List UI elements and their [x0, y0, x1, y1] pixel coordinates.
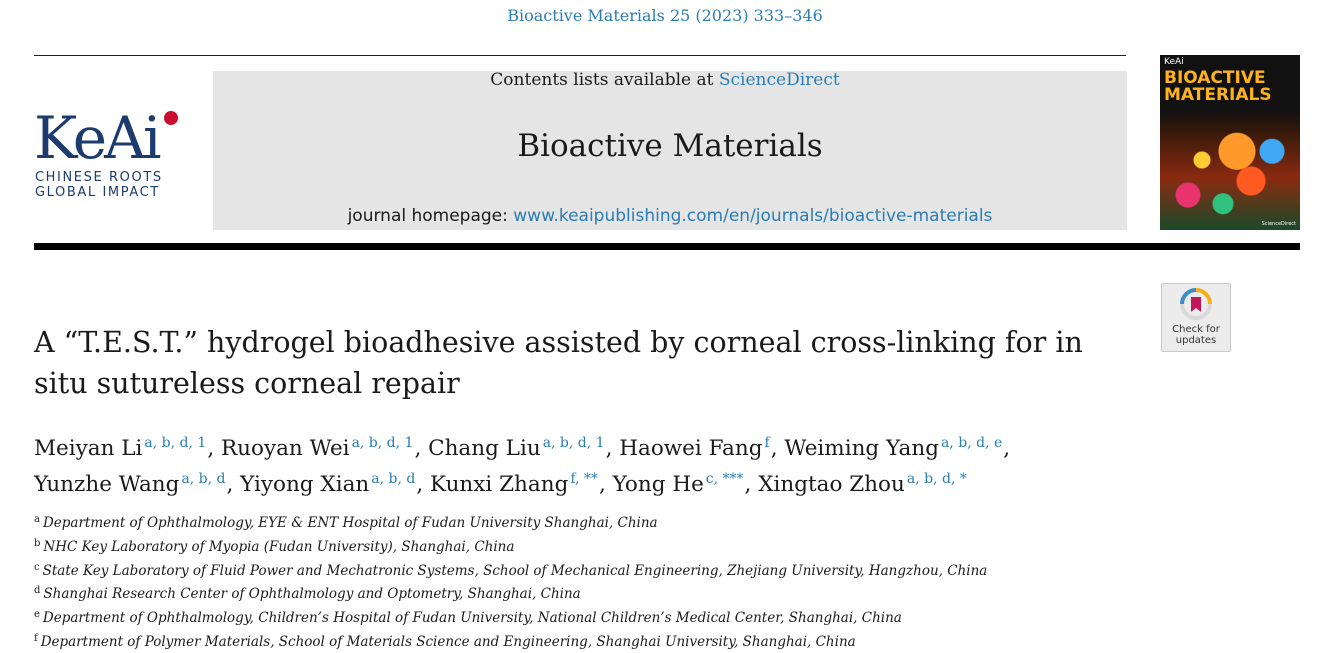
affiliation-item	[34, 581, 1134, 605]
author-line-2	[34, 464, 1134, 500]
keai-red-dot	[164, 111, 178, 125]
cover-brand: KeAi	[1164, 57, 1184, 67]
author-name: Chang Liu	[428, 436, 541, 461]
author-affiliation-marks[interactable]: a, b, d	[181, 471, 226, 487]
affiliation-letter: c	[34, 561, 40, 573]
author[interactable]	[34, 436, 207, 461]
affiliation-item	[34, 605, 1134, 629]
affiliation-item	[34, 629, 1134, 653]
author-affiliation-marks[interactable]: a, b, d, 1	[542, 435, 605, 451]
affiliation-letter: a	[34, 514, 40, 525]
author-affiliation-marks[interactable]: c, ***	[705, 471, 744, 487]
journal-name: Bioactive Materials	[517, 128, 823, 164]
affiliation-letter: b	[34, 537, 41, 549]
affiliation-text: Department of Ophthalmology, Children’s Hospital of Fudan University, National Children’s Medical Center, Shanghai, China	[42, 610, 902, 627]
author-affiliation-marks[interactable]: f	[764, 435, 770, 451]
author-affiliation-marks[interactable]: a, b, d, 1	[144, 435, 207, 451]
cover-footer: ScienceDirect	[1261, 221, 1296, 227]
author-name: Yiyong Xian	[240, 472, 370, 497]
author[interactable]	[613, 472, 745, 497]
author-separator: ,	[207, 436, 221, 461]
author-affiliation-marks[interactable]: a, b, d	[371, 471, 416, 487]
affiliation-letter: f	[34, 632, 38, 644]
journal-citation-link[interactable]: Bioactive Materials 25 (2023) 333–346	[507, 6, 823, 25]
journal-cover-image[interactable]	[1160, 55, 1300, 230]
keai-logo[interactable]	[34, 104, 194, 208]
affiliation-text: State Key Laboratory of Fluid Power and Mechatronic Systems, School of Mechanical Engineering, Zhejiang University, Hangzhou, China	[42, 562, 988, 579]
affiliation-text: Department of Polymer Materials, School of Materials Science and Engineering, Shanghai University, Shanghai, China	[40, 633, 856, 650]
check-updates-label	[1162, 324, 1230, 346]
keai-wordmark: KeAi	[34, 104, 159, 172]
contents-line	[0, 70, 1330, 90]
author-name: Ruoyan Wei	[220, 436, 350, 461]
check-updates-line2: updates	[1175, 335, 1217, 346]
affiliation-text: Department of Ophthalmology, EYE & ENT Hospital of Fudan University Shanghai, China	[42, 515, 658, 531]
author-separator: ,	[414, 436, 429, 461]
affiliation-list	[34, 510, 1134, 653]
author[interactable]	[758, 472, 968, 497]
author-list	[34, 428, 1134, 500]
check-updates-line1: Check for	[1172, 324, 1220, 335]
author-affiliation-marks[interactable]: a, b, d, *	[906, 471, 967, 487]
author-name: Yunzhe Wang	[34, 472, 180, 497]
author-separator: ,	[770, 436, 785, 461]
author-line-1	[34, 428, 1134, 464]
homepage-link[interactable]: www.keaipublishing.com/en/journals/bioactive-materials	[513, 206, 993, 226]
author-name: Haowei Fang	[619, 436, 763, 461]
affiliation-letter: e	[34, 609, 40, 621]
author-affiliation-marks[interactable]: f, **	[570, 471, 598, 487]
author-separator: ,	[605, 436, 620, 461]
affiliation-text: Shanghai Research Center of Ophthalmology and Optometry, Shanghai, China	[43, 586, 581, 603]
sciencedirect-link[interactable]: ScienceDirect	[718, 70, 840, 90]
author[interactable]	[619, 436, 770, 461]
affiliation-text: NHC Key Laboratory of Myopia (Fudan University), Shanghai, China	[43, 538, 515, 555]
cover-title: BIOACTIVE MATERIALS	[1164, 68, 1272, 105]
author-affiliation-marks[interactable]: a, b, d, e	[940, 435, 1003, 451]
author[interactable]	[34, 472, 227, 497]
author-separator: ,	[416, 472, 430, 497]
affiliation-letter: d	[34, 585, 41, 597]
author[interactable]	[221, 436, 414, 461]
author-name: Yong He	[612, 472, 704, 497]
affiliation-item	[34, 558, 1134, 582]
article-title: A “T.E.S.T.” hydrogel bioadhesive assisted by corneal cross-linking for in situ sutureless corneal repair	[34, 326, 1083, 400]
author-separator: ,	[744, 472, 759, 497]
header-thick-divider	[34, 243, 1300, 250]
keai-tagline-1: CHINESE ROOTS	[35, 170, 163, 185]
author-separator: ,	[226, 472, 241, 497]
top-divider	[34, 55, 1126, 56]
crossmark-icon	[1180, 288, 1212, 320]
author-name: Xingtao Zhou	[758, 472, 905, 497]
author[interactable]	[430, 472, 599, 497]
author-name: Meiyan Li	[34, 436, 143, 461]
author[interactable]	[784, 436, 1003, 461]
check-for-updates-button[interactable]	[1161, 283, 1231, 352]
author[interactable]	[240, 472, 416, 497]
author-name: Weiming Yang	[784, 436, 939, 461]
contents-prefix: Contents lists available at	[490, 70, 719, 90]
keai-tagline-2: GLOBAL IMPACT	[35, 185, 160, 200]
affiliation-item	[34, 510, 1134, 534]
author[interactable]	[428, 436, 605, 461]
author-affiliation-marks[interactable]: a, b, d, 1	[351, 435, 414, 451]
author-separator: ,	[598, 472, 613, 497]
homepage-prefix: journal homepage:	[347, 206, 514, 226]
author-name: Kunxi Zhang	[430, 472, 569, 497]
journal-homepage-line	[213, 206, 1127, 226]
author-separator: ,	[1003, 436, 1011, 461]
affiliation-item	[34, 534, 1134, 558]
